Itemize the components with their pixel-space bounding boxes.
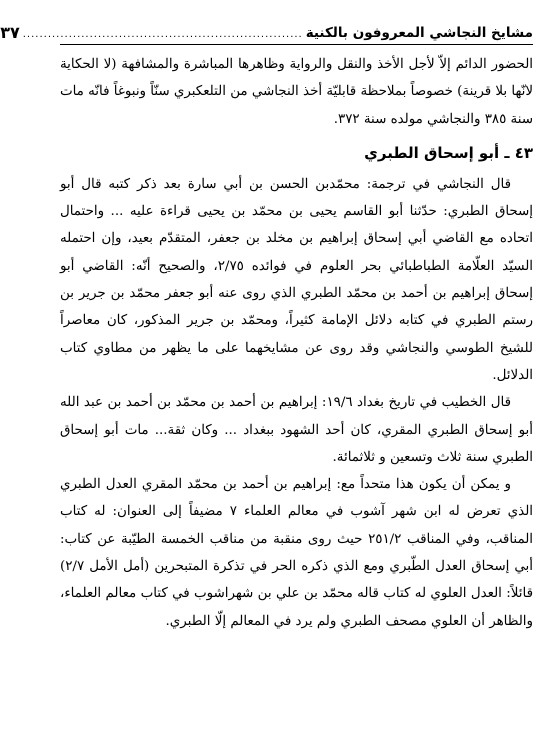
paragraph-khatib-quote: قال الخطيب في تاريخ بغداد ١٩/٦: إبراهيم بن أحمد بن محمّد بن أحمد بن عبد الله أبو إسحاق الطبري المقري، كان أحد الشهود ببغداد ... وكان ثقة... مات أبو إسحاق الطبري سنة ثلاث وتسعين و ثلاثمائة. — [60, 395, 533, 465]
paragraph-identification: و يمكن أن يكون هذا متحداً مع: إبراهيم بن أحمد بن محمّد المقري العدل الطبري الذي تعرض له ابن شهر آشوب في معالم العلماء ٧ مضيفاً إلى العنوان: له كتاب المناقب، وفي المناقب ٢٥١/٢ حيث روى منقبة من مناقب الخمسة الطيّبة عن كتاب: أبي إسحاق العدل الطّبري ومع الذي ذكره الحر في تذكرة المتبحرين (أمل الأمل ٢/٧) قائلاً: العدل العلوي له كتاب قاله محمّد بن علي بن شهراشوب في كتاب معالم العلماء، والظاهر أن العلوي مصحف الطبري ولم يرد في المعالم إلّا الطبري. — [60, 477, 533, 629]
section-heading: ٤٣ ـ أبو إسحاق الطبري — [364, 143, 533, 162]
page-body — [60, 51, 533, 635]
leader-dots: ................................................................... — [22, 29, 303, 40]
running-title: مشايخ النجاشي المعروفون بالكنية — [305, 25, 533, 41]
intro-paragraph: الحضور الدائم إلاّ لأجل الأخذ والنقل والرواية وظاهرها المباشرة والمشافهة (لا الحكاية لانّها بلا قرينة) خصوصاً بملاحظة قابليّة أخذ النجاشي من التلعكبري سنّاً ونبوغاً فانّه مات سنة ٣٨٥ والنجاشي مولده سنة ٣٧٢. — [60, 57, 533, 127]
page-number: ٣٧ — [0, 23, 20, 42]
page-header — [0, 10, 533, 45]
paragraph-najashi-quote: قال النجاشي في ترجمة: محمّدبن الحسن بن أبي سارة بعد ذكر كتبه قال أبو إسحاق الطبري: حدّثنا أبو القاسم يحيى بن محمّد بن يحيى قراءة عليه ... واحتمال اتحاده مع القاضي أبي إسحاق إبراهيم بن مخلد بن جعفر، المتقدّم بعيد، وإن احتمله السيّد العلّامة الطباطبائي بحر العلوم في فوائده ٢/٧٥، والصحيح أنّه: القاضي أبو إسحاق إبراهيم بن أحمد بن محمّد الطبري الذي روى عنه أبو جعفر محمّد بن جرير بن رستم الطبري في كتابه دلائل الإمامة كثيراً، ومحمّد بن جرير المذكور، كان معاصراً للشيخ الطوسي والنجاشي وقد روى عن مشايخهما على ما يظهر من مطاوي كتاب الدلائل. — [60, 176, 533, 383]
